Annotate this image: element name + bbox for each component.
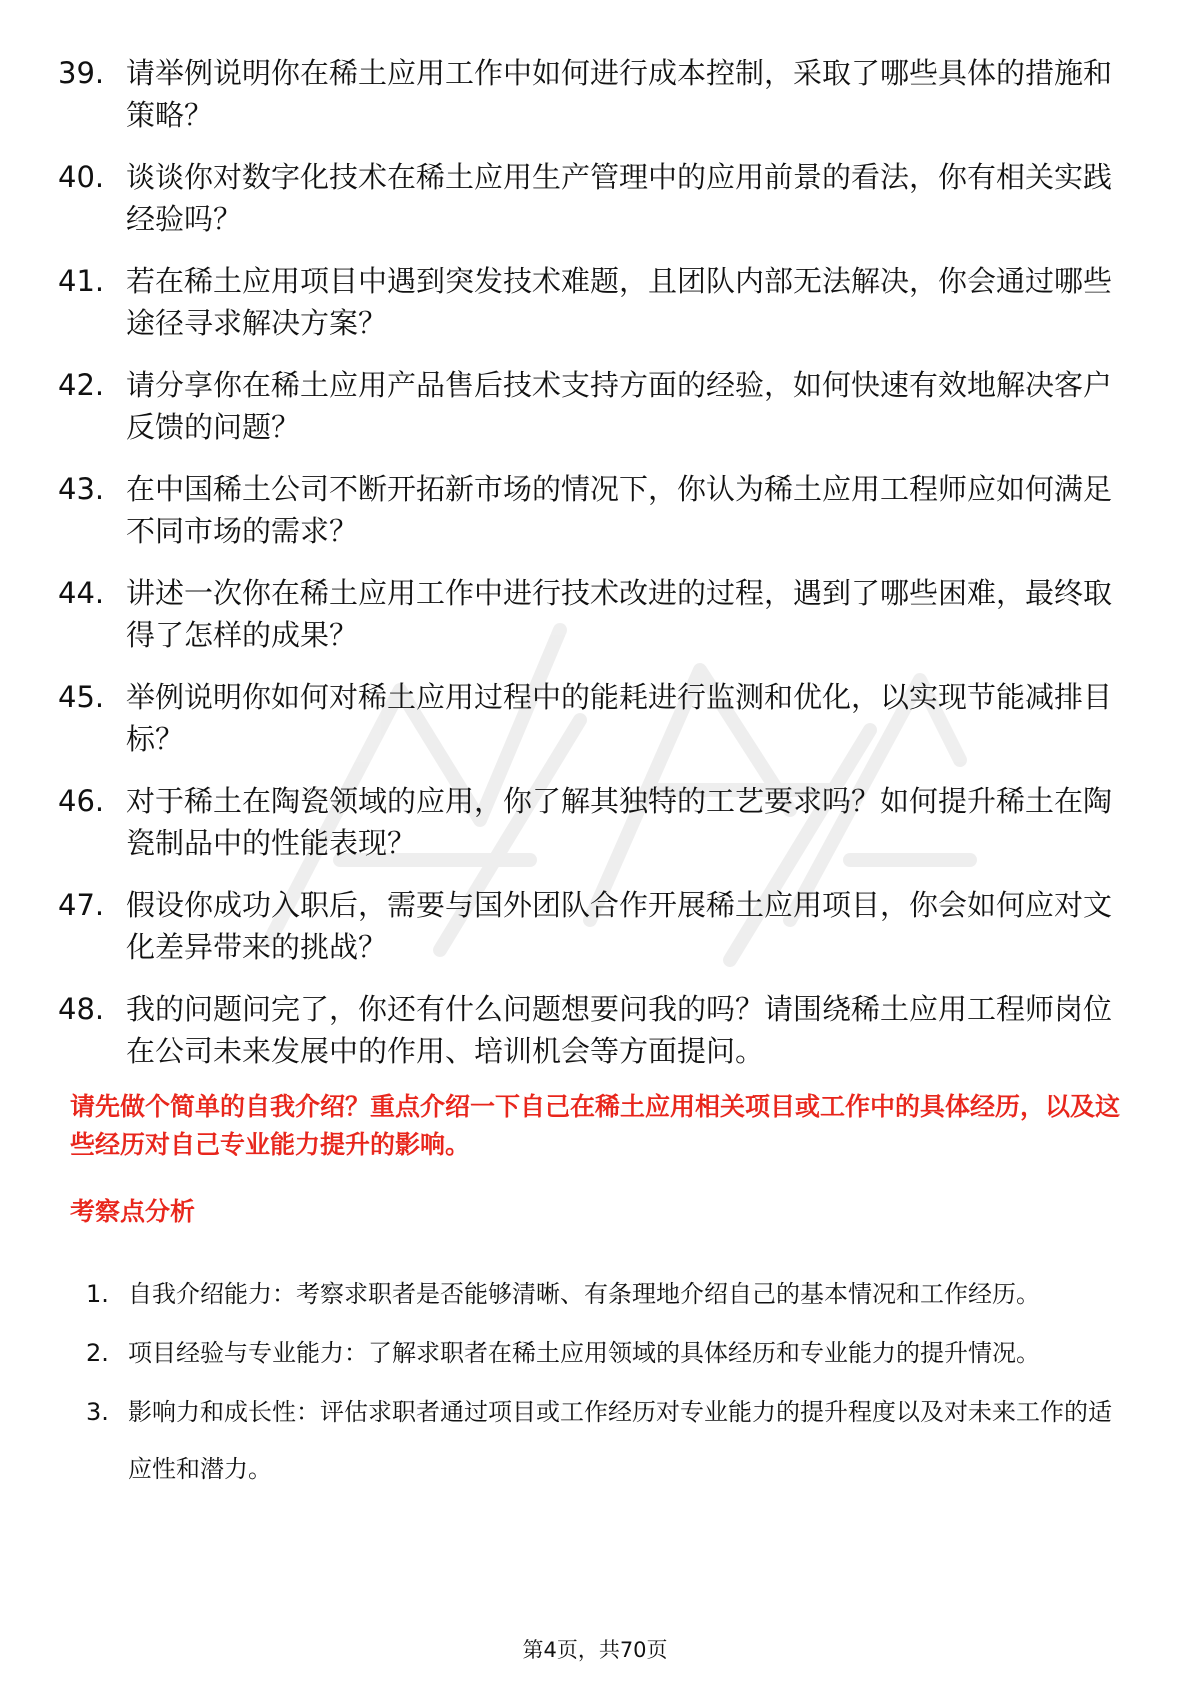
question-item	[58, 364, 1138, 448]
question-text: 在中国稀土公司不断开拓新市场的情况下，你认为稀土应用工程师应如何满足不同市场的需求？	[126, 472, 1113, 548]
question-number: 46.	[58, 784, 105, 818]
question-text: 举例说明你如何对稀土应用过程中的能耗进行监测和优化，以实现节能减排目标？	[126, 680, 1113, 756]
question-text: 请分享你在稀土应用产品售后技术支持方面的经验，如何快速有效地解决客户反馈的问题？	[126, 368, 1113, 444]
question-item	[58, 780, 1138, 864]
question-number: 47.	[58, 888, 105, 922]
question-number: 41.	[58, 264, 105, 298]
question-item	[58, 676, 1138, 760]
question-item	[58, 884, 1138, 968]
question-item	[58, 260, 1138, 344]
question-item	[58, 468, 1138, 552]
question-text: 若在稀土应用项目中遇到突发技术难题，且团队内部无法解决，你会通过哪些途径寻求解决方案？	[126, 264, 1113, 340]
question-number: 45.	[58, 680, 105, 714]
question-text: 谈谈你对数字化技术在稀土应用生产管理中的应用前景的看法，你有相关实践经验吗？	[126, 160, 1113, 236]
analysis-point	[86, 1325, 1130, 1382]
analysis-point-list	[86, 1266, 1130, 1500]
question-number: 40.	[58, 160, 105, 194]
question-number: 42.	[58, 368, 105, 402]
analysis-point-text: 自我介绍能力：考察求职者是否能够清晰、有条理地介绍自己的基本情况和工作经历。	[128, 1280, 1040, 1308]
question-item	[58, 52, 1138, 136]
question-item	[58, 572, 1138, 656]
highlight-question: 请先做个简单的自我介绍？重点介绍一下自己在稀土应用相关项目或工作中的具体经历，以及这些经历对自己专业能力提升的影响。	[70, 1092, 1121, 1159]
analysis-point	[86, 1384, 1130, 1498]
question-number: 48.	[58, 992, 105, 1026]
analysis-heading: 考察点分析	[70, 1197, 196, 1226]
question-number: 39.	[58, 56, 105, 90]
question-number: 44.	[58, 576, 105, 610]
question-number: 43.	[58, 472, 105, 506]
question-text: 我的问题问完了，你还有什么问题想要问我的吗？请围绕稀土应用工程师岗位在公司未来发展中的作用、培训机会等方面提问。	[126, 992, 1113, 1068]
question-text: 假设你成功入职后，需要与国外团队合作开展稀土应用项目，你会如何应对文化差异带来的挑战？	[126, 888, 1113, 964]
question-list	[58, 52, 1138, 1092]
analysis-point-number: 1.	[86, 1280, 109, 1308]
analysis-point-text: 项目经验与专业能力：了解求职者在稀土应用领域的具体经历和专业能力的提升情况。	[128, 1339, 1040, 1367]
analysis-point-text: 影响力和成长性：评估求职者通过项目或工作经历对专业能力的提升程度以及对未来工作的适应性和潜力。	[128, 1398, 1112, 1483]
question-item	[58, 156, 1138, 240]
analysis-point	[86, 1266, 1130, 1323]
question-text: 对于稀土在陶瓷领域的应用，你了解其独特的工艺要求吗？如何提升稀土在陶瓷制品中的性能表现？	[126, 784, 1113, 860]
analysis-point-number: 3.	[86, 1398, 109, 1426]
question-item	[58, 988, 1138, 1072]
analysis-point-number: 2.	[86, 1339, 109, 1367]
question-text: 讲述一次你在稀土应用工作中进行技术改进的过程，遇到了哪些困难，最终取得了怎样的成果？	[126, 576, 1113, 652]
question-text: 请举例说明你在稀土应用工作中如何进行成本控制，采取了哪些具体的措施和策略？	[126, 56, 1113, 132]
page-footer: 第4页，共70页	[522, 1638, 668, 1662]
